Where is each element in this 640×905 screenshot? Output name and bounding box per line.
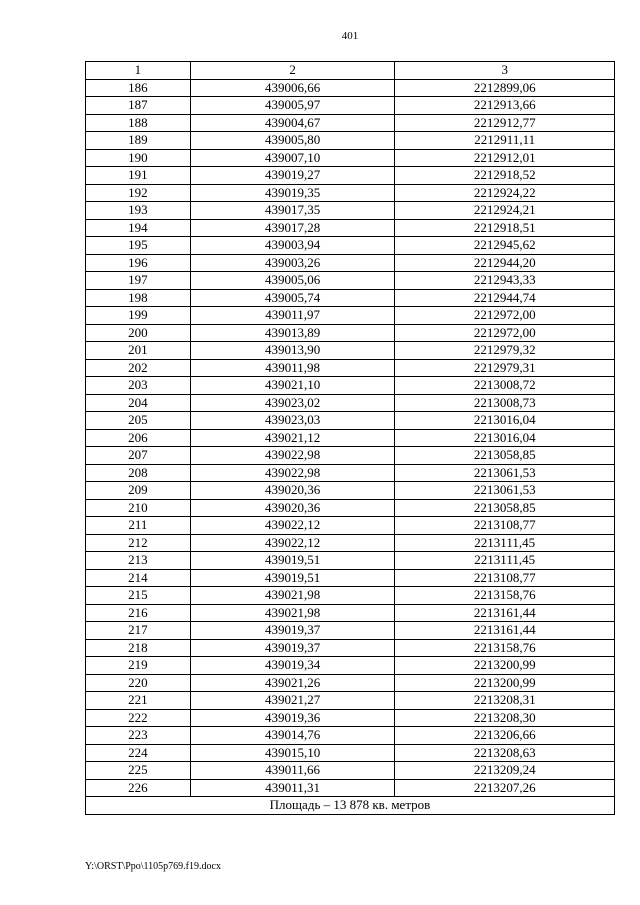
cell-point-number: 196 <box>86 254 191 272</box>
cell-y-coordinate: 2213158,76 <box>395 639 615 657</box>
table-row <box>86 464 615 482</box>
cell-y-coordinate: 2213111,45 <box>395 534 615 552</box>
table-row <box>86 639 615 657</box>
cell-x-coordinate: 439011,98 <box>190 359 395 377</box>
table-row <box>86 534 615 552</box>
cell-point-number: 213 <box>86 552 191 570</box>
cell-x-coordinate: 439023,03 <box>190 412 395 430</box>
cell-point-number: 199 <box>86 307 191 325</box>
cell-point-number: 205 <box>86 412 191 430</box>
table-row <box>86 97 615 115</box>
cell-x-coordinate: 439021,10 <box>190 377 395 395</box>
cell-x-coordinate: 439004,67 <box>190 114 395 132</box>
table-row <box>86 482 615 500</box>
cell-y-coordinate: 2213008,72 <box>395 377 615 395</box>
cell-point-number: 188 <box>86 114 191 132</box>
table-row <box>86 324 615 342</box>
cell-y-coordinate: 2212944,20 <box>395 254 615 272</box>
table-row <box>86 149 615 167</box>
cell-x-coordinate: 439019,37 <box>190 639 395 657</box>
page-number: 401 <box>341 30 359 42</box>
area-total: Площадь – 13 878 кв. метров <box>86 797 615 815</box>
cell-point-number: 222 <box>86 709 191 727</box>
table-row <box>86 709 615 727</box>
cell-point-number: 206 <box>86 429 191 447</box>
cell-y-coordinate: 2212924,21 <box>395 202 615 220</box>
cell-x-coordinate: 439021,27 <box>190 692 395 710</box>
cell-x-coordinate: 439013,89 <box>190 324 395 342</box>
cell-x-coordinate: 439011,66 <box>190 762 395 780</box>
cell-x-coordinate: 439005,06 <box>190 272 395 290</box>
cell-x-coordinate: 439019,37 <box>190 622 395 640</box>
table-row <box>86 499 615 517</box>
cell-point-number: 225 <box>86 762 191 780</box>
table-row <box>86 184 615 202</box>
cell-x-coordinate: 439021,26 <box>190 674 395 692</box>
cell-point-number: 208 <box>86 464 191 482</box>
cell-y-coordinate: 2213200,99 <box>395 674 615 692</box>
cell-point-number: 219 <box>86 657 191 675</box>
cell-y-coordinate: 2213208,31 <box>395 692 615 710</box>
table-row <box>86 307 615 325</box>
cell-point-number: 201 <box>86 342 191 360</box>
cell-x-coordinate: 439015,10 <box>190 744 395 762</box>
table-row <box>86 657 615 675</box>
cell-y-coordinate: 2213206,66 <box>395 727 615 745</box>
cell-y-coordinate: 2212943,33 <box>395 272 615 290</box>
column-header-x: 2 <box>190 62 395 80</box>
cell-x-coordinate: 439011,31 <box>190 779 395 797</box>
cell-y-coordinate: 2212899,06 <box>395 79 615 97</box>
cell-x-coordinate: 439022,98 <box>190 464 395 482</box>
cell-point-number: 216 <box>86 604 191 622</box>
cell-point-number: 186 <box>86 79 191 97</box>
cell-point-number: 200 <box>86 324 191 342</box>
cell-x-coordinate: 439019,35 <box>190 184 395 202</box>
cell-y-coordinate: 2213058,85 <box>395 447 615 465</box>
cell-point-number: 224 <box>86 744 191 762</box>
table-row <box>86 569 615 587</box>
cell-x-coordinate: 439022,12 <box>190 517 395 535</box>
cell-point-number: 193 <box>86 202 191 220</box>
cell-y-coordinate: 2213209,24 <box>395 762 615 780</box>
cell-point-number: 211 <box>86 517 191 535</box>
cell-x-coordinate: 439019,51 <box>190 569 395 587</box>
table-row <box>86 447 615 465</box>
cell-point-number: 204 <box>86 394 191 412</box>
cell-y-coordinate: 2213061,53 <box>395 464 615 482</box>
table-row <box>86 412 615 430</box>
cell-point-number: 214 <box>86 569 191 587</box>
table-row <box>86 744 615 762</box>
cell-y-coordinate: 2212912,01 <box>395 149 615 167</box>
cell-point-number: 191 <box>86 167 191 185</box>
cell-point-number: 187 <box>86 97 191 115</box>
table-row <box>86 237 615 255</box>
coordinates-table-body <box>86 62 615 815</box>
footer-file-path: Y:\ORST\Ppo\1105p769.f19.docx <box>85 861 221 872</box>
cell-x-coordinate: 439022,98 <box>190 447 395 465</box>
table-row <box>86 289 615 307</box>
table-row <box>86 622 615 640</box>
table-row <box>86 272 615 290</box>
cell-y-coordinate: 2213016,04 <box>395 412 615 430</box>
area-row <box>86 797 615 815</box>
cell-y-coordinate: 2213158,76 <box>395 587 615 605</box>
table-row <box>86 779 615 797</box>
table-row <box>86 604 615 622</box>
cell-y-coordinate: 2213108,77 <box>395 569 615 587</box>
cell-x-coordinate: 439021,12 <box>190 429 395 447</box>
cell-x-coordinate: 439013,90 <box>190 342 395 360</box>
cell-x-coordinate: 439007,10 <box>190 149 395 167</box>
cell-y-coordinate: 2213108,77 <box>395 517 615 535</box>
cell-point-number: 220 <box>86 674 191 692</box>
cell-x-coordinate: 439023,02 <box>190 394 395 412</box>
cell-point-number: 212 <box>86 534 191 552</box>
cell-y-coordinate: 2212918,51 <box>395 219 615 237</box>
cell-point-number: 198 <box>86 289 191 307</box>
cell-point-number: 226 <box>86 779 191 797</box>
cell-x-coordinate: 439005,97 <box>190 97 395 115</box>
cell-y-coordinate: 2212972,00 <box>395 324 615 342</box>
cell-point-number: 202 <box>86 359 191 377</box>
cell-y-coordinate: 2212979,31 <box>395 359 615 377</box>
table-row <box>86 114 615 132</box>
cell-point-number: 194 <box>86 219 191 237</box>
cell-y-coordinate: 2212924,22 <box>395 184 615 202</box>
table-row <box>86 202 615 220</box>
cell-y-coordinate: 2213161,44 <box>395 622 615 640</box>
cell-point-number: 189 <box>86 132 191 150</box>
cell-x-coordinate: 439019,36 <box>190 709 395 727</box>
cell-x-coordinate: 439005,80 <box>190 132 395 150</box>
table-row <box>86 377 615 395</box>
cell-y-coordinate: 2213061,53 <box>395 482 615 500</box>
table-row <box>86 132 615 150</box>
cell-x-coordinate: 439021,98 <box>190 604 395 622</box>
cell-point-number: 215 <box>86 587 191 605</box>
cell-y-coordinate: 2212912,77 <box>395 114 615 132</box>
cell-y-coordinate: 2213008,73 <box>395 394 615 412</box>
table-row <box>86 359 615 377</box>
cell-x-coordinate: 439006,66 <box>190 79 395 97</box>
table-row <box>86 674 615 692</box>
table-row <box>86 429 615 447</box>
cell-y-coordinate: 2212972,00 <box>395 307 615 325</box>
cell-x-coordinate: 439005,74 <box>190 289 395 307</box>
cell-x-coordinate: 439017,28 <box>190 219 395 237</box>
cell-y-coordinate: 2213208,63 <box>395 744 615 762</box>
table-row <box>86 342 615 360</box>
cell-x-coordinate: 439019,27 <box>190 167 395 185</box>
table-row <box>86 79 615 97</box>
table-row <box>86 587 615 605</box>
cell-y-coordinate: 2212944,74 <box>395 289 615 307</box>
cell-point-number: 203 <box>86 377 191 395</box>
cell-y-coordinate: 2213058,85 <box>395 499 615 517</box>
cell-y-coordinate: 2212979,32 <box>395 342 615 360</box>
table-row <box>86 762 615 780</box>
cell-x-coordinate: 439020,36 <box>190 499 395 517</box>
cell-y-coordinate: 2213016,04 <box>395 429 615 447</box>
cell-point-number: 218 <box>86 639 191 657</box>
table-row <box>86 727 615 745</box>
table-header-row <box>86 62 615 80</box>
coordinates-table <box>85 61 615 815</box>
table-row <box>86 552 615 570</box>
column-header-y: 3 <box>395 62 615 80</box>
cell-point-number: 197 <box>86 272 191 290</box>
cell-x-coordinate: 439019,51 <box>190 552 395 570</box>
cell-x-coordinate: 439020,36 <box>190 482 395 500</box>
cell-x-coordinate: 439021,98 <box>190 587 395 605</box>
cell-y-coordinate: 2213200,99 <box>395 657 615 675</box>
table-row <box>86 394 615 412</box>
cell-point-number: 192 <box>86 184 191 202</box>
cell-x-coordinate: 439011,97 <box>190 307 395 325</box>
table-row <box>86 517 615 535</box>
cell-point-number: 223 <box>86 727 191 745</box>
cell-point-number: 195 <box>86 237 191 255</box>
cell-x-coordinate: 439022,12 <box>190 534 395 552</box>
cell-x-coordinate: 439019,34 <box>190 657 395 675</box>
cell-point-number: 217 <box>86 622 191 640</box>
cell-y-coordinate: 2213161,44 <box>395 604 615 622</box>
cell-y-coordinate: 2213207,26 <box>395 779 615 797</box>
cell-point-number: 207 <box>86 447 191 465</box>
cell-point-number: 221 <box>86 692 191 710</box>
cell-point-number: 210 <box>86 499 191 517</box>
cell-point-number: 209 <box>86 482 191 500</box>
column-header-point: 1 <box>86 62 191 80</box>
cell-y-coordinate: 2213111,45 <box>395 552 615 570</box>
table-row <box>86 254 615 272</box>
cell-point-number: 190 <box>86 149 191 167</box>
cell-y-coordinate: 2212913,66 <box>395 97 615 115</box>
cell-y-coordinate: 2212945,62 <box>395 237 615 255</box>
cell-x-coordinate: 439003,94 <box>190 237 395 255</box>
table-row <box>86 167 615 185</box>
cell-y-coordinate: 2212918,52 <box>395 167 615 185</box>
cell-y-coordinate: 2213208,30 <box>395 709 615 727</box>
cell-x-coordinate: 439014,76 <box>190 727 395 745</box>
cell-y-coordinate: 2212911,11 <box>395 132 615 150</box>
cell-x-coordinate: 439003,26 <box>190 254 395 272</box>
table-row <box>86 692 615 710</box>
cell-x-coordinate: 439017,35 <box>190 202 395 220</box>
table-row <box>86 219 615 237</box>
